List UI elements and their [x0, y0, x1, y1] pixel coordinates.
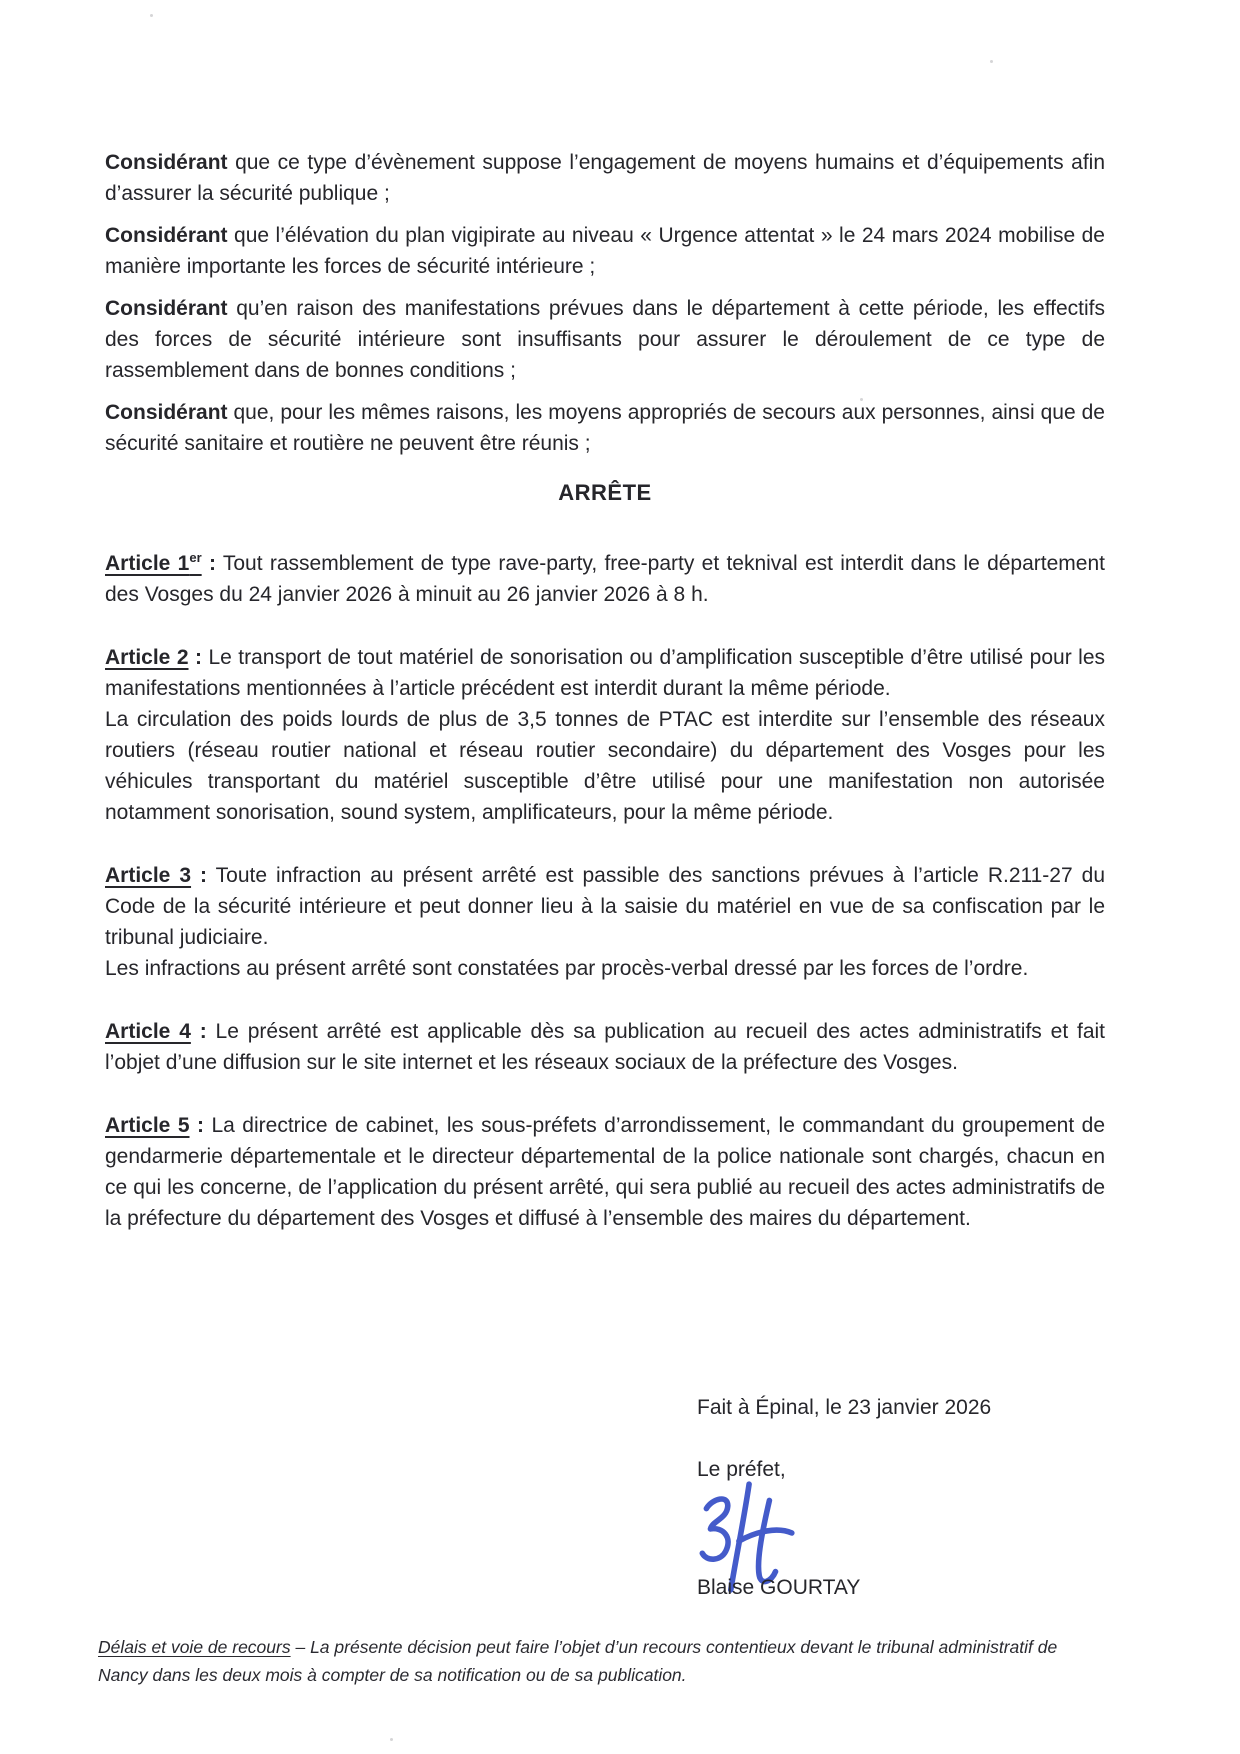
considerant-text: que ce type d’évènement suppose l’engagement de moyens humains et d’équipements afin d’assurer la sécurité publique ;	[105, 151, 1105, 205]
footer-recourse-note	[98, 1633, 1108, 1689]
article-text: Tout rassemblement de type rave-party, free-party et teknival est interdit dans le département des Vosges du 24 janvier 2026 à minuit au 26 janvier 2026 à 8 h.	[105, 552, 1105, 606]
article-5	[105, 1104, 1105, 1234]
article-5-label: Article 5	[105, 1114, 190, 1137]
article-paragraph	[105, 953, 1105, 984]
article-paragraph	[105, 1010, 1105, 1078]
article-2	[105, 636, 1105, 828]
considerant-text: que, pour les mêmes raisons, les moyens appropriés de secours aux personnes, ainsi que de sécurité sanitaire et routière ne peuvent être réunis ;	[105, 401, 1105, 455]
decree-body	[105, 147, 1105, 1260]
article-paragraph	[105, 542, 1105, 610]
article-paragraph	[105, 854, 1105, 953]
scan-speck	[390, 1738, 393, 1741]
considerant-paragraph	[105, 220, 1105, 282]
decree-heading: ARRÊTE	[558, 480, 652, 505]
article-4	[105, 1010, 1105, 1078]
article-colon: :	[191, 864, 208, 887]
article-text: Toute infraction au présent arrêté est passible des sanctions prévues à l’article R.211-27 du Code de la sécurité intérieure et peut donner lieu à la saisie du matériel en vue de sa confiscation par le tribunal judiciaire.	[105, 864, 1106, 949]
article-paragraph	[105, 704, 1105, 828]
footer-recourse-text: – La présente décision peut faire l’objet d’un recours contentieux devant le tribunal administratif de Nancy dans les deux mois à compter de sa notification ou de sa publication.	[98, 1637, 1058, 1685]
article-4-label: Article 4	[105, 1020, 191, 1043]
scan-speck	[990, 60, 993, 63]
considerant-label: Considérant	[105, 224, 228, 247]
article-3-label: Article 3	[105, 864, 192, 887]
considerant-paragraph	[105, 293, 1105, 386]
article-text: Les infractions au présent arrêté sont constatées par procès-verbal dressé par les forces de l’ordre.	[105, 957, 1029, 980]
article-paragraph	[105, 1104, 1105, 1234]
considerant-label: Considérant	[105, 401, 228, 424]
article-paragraph	[105, 636, 1105, 704]
considerant-label: Considérant	[105, 297, 228, 320]
article-2-label: Article 2	[105, 646, 189, 669]
article-1	[105, 542, 1105, 610]
scan-speck	[860, 398, 863, 401]
footer-recourse-label: Délais et voie de recours	[98, 1637, 291, 1657]
considerant-text: qu’en raison des manifestations prévues dans le département à cette période, les effectifs des forces de sécurité intérieure sont insuffisants pour assurer le déroulement de ce type de rassemblement dans de bonnes conditions ;	[105, 297, 1105, 382]
signatory-role: Le préfet,	[697, 1458, 786, 1481]
article-text: La circulation des poids lourds de plus de 3,5 tonnes de PTAC est interdite sur l’ensemble des réseaux routiers (réseau routier national et réseau routier secondaire) du département des Vosges pour les véhicules transportant du matériel susceptible d’être utilisé pour une manifestation non autorisée notamment sonorisation, sound system, amplificateurs, pour la même période.	[105, 708, 1105, 824]
considerant-paragraph	[105, 397, 1105, 459]
article-text: Le transport de tout matériel de sonorisation ou d’amplification susceptible d’être utilisé pour les manifestations mentionnées à l’article précédent est interdit durant la même période.	[105, 646, 1106, 700]
article-1-label: Article 1er	[105, 550, 202, 575]
signature-place-date: Fait à Épinal, le 23 janvier 2026	[697, 1396, 992, 1419]
article-colon: :	[188, 646, 202, 669]
considerant-text: que l’élévation du plan vigipirate au niveau « Urgence attentat » le 24 mars 2024 mobilise de manière importante les forces de sécurité intérieure ;	[105, 224, 1105, 278]
article-colon: :	[190, 1020, 207, 1043]
article-3	[105, 854, 1105, 984]
article-colon: :	[189, 1114, 204, 1137]
article-colon: :	[201, 552, 216, 575]
article-text: La directrice de cabinet, les sous-préfets d’arrondissement, le commandant du groupement de gendarmerie départementale et le directeur départemental de la police nationale sont chargés, chacun en ce qui les concerne, de l’application du présent arrêté, qui sera publié au recueil des actes administratifs de la préfecture du département des Vosges et diffusé à l’ensemble des maires du département.	[105, 1114, 1105, 1230]
considerant-paragraph	[105, 147, 1105, 209]
scan-speck	[150, 14, 153, 17]
signatory-name: Blaise GOURTAY	[697, 1576, 861, 1599]
ordinal-suffix: er	[189, 550, 202, 565]
article-text: Le présent arrêté est applicable dès sa publication au recueil des actes administratifs et fait l’objet d’une diffusion sur le site internet et les réseaux sociaux de la préfecture des Vosges.	[105, 1020, 1105, 1074]
considerant-label: Considérant	[105, 151, 228, 174]
